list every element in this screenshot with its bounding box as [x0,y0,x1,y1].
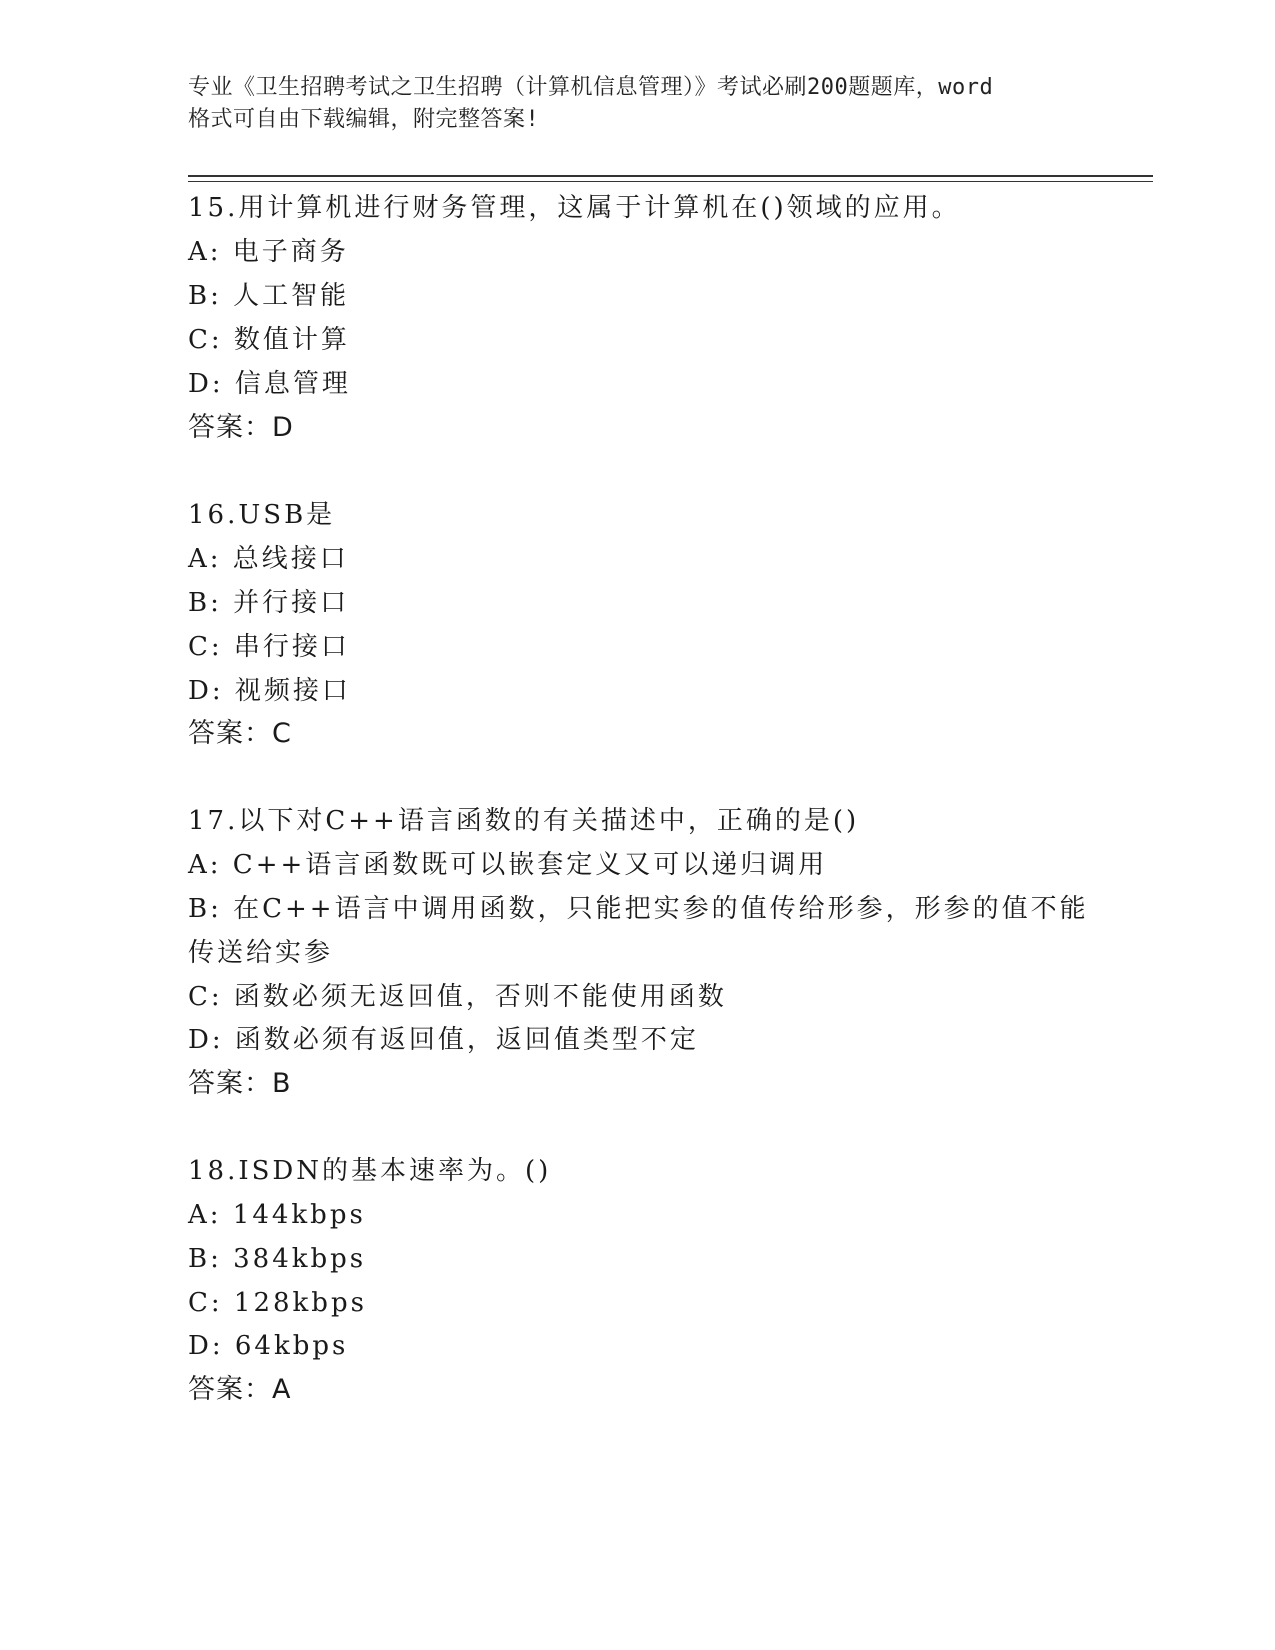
question-18-option-a: A: 144kbps [188,1200,366,1230]
question-18-stem: 18.ISDN的基本速率为。() [188,1156,552,1186]
document-header [188,72,1088,136]
question-15-option-a: A: 电子商务 [188,237,349,267]
question-18-option-d: D: 64kbps [188,1331,349,1361]
header-line-1: 专业《卫生招聘考试之卫生招聘（计算机信息管理）》考试必刷200题题库，word [188,75,994,100]
question-17-option-b-continued: 传送给实参 [188,938,334,968]
question-17-option-b: B: 在C++语言中调用函数，只能把实参的值传给形参，形参的值不能 [188,894,1089,924]
question-16-option-c: C: 串行接口 [188,632,350,662]
question-17-stem: 17.以下对C++语言函数的有关描述中，正确的是() [188,806,860,836]
question-17-option-d: D: 函数必须有返回值，返回值类型不定 [188,1025,699,1055]
question-16-option-d: D: 视频接口 [188,676,351,706]
header-line-2: 格式可自由下载编辑，附完整答案! [188,107,540,132]
header-divider-thin [188,181,1153,182]
question-16-option-b: B: 并行接口 [188,588,350,618]
question-15-option-d: D: 信息管理 [188,369,351,399]
header-divider-thick [188,175,1153,177]
question-17-answer: 答案：B [188,1068,292,1099]
question-17-option-a: A: C++语言函数既可以嵌套定义又可以递归调用 [188,850,828,880]
question-18-answer: 答案：A [188,1374,292,1405]
question-18-option-c: C: 128kbps [188,1288,367,1318]
question-15-option-b: B: 人工智能 [188,281,350,311]
question-15-option-c: C: 数值计算 [188,325,350,355]
question-17-option-c: C: 函数必须无返回值，否则不能使用函数 [188,982,727,1012]
question-18-option-b: B: 384kbps [188,1244,367,1274]
question-16-answer: 答案：C [188,718,292,749]
question-15-answer: 答案：D [188,412,294,443]
question-16-option-a: A: 总线接口 [188,544,349,574]
question-15-stem: 15.用计算机进行财务管理，这属于计算机在()领域的应用。 [188,193,961,223]
question-16-stem: 16.USB是 [188,500,336,530]
